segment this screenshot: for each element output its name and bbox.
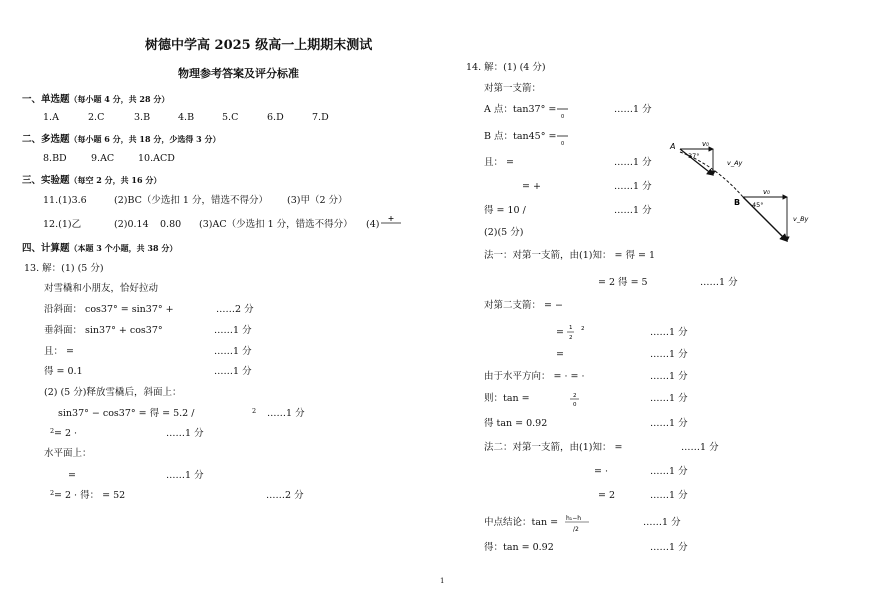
answer: 10.ACD [138, 153, 175, 164]
q14-line: 得：tan = 0.92 [484, 542, 554, 553]
svg-text:0: 0 [573, 402, 577, 408]
score: ……1 分 [214, 366, 252, 377]
q14-line: = + [522, 181, 541, 192]
superscript: 2 [50, 427, 55, 435]
fraction-mark [556, 127, 570, 149]
score: ……1 分 [643, 517, 681, 528]
svg-text:0: 0 [561, 141, 565, 147]
section-heading: 三、实验题（每空 2 分，共 16 分） [22, 175, 162, 186]
q14-line: = · [594, 466, 608, 477]
answer: 4.B [178, 112, 195, 123]
answer: 1.A [43, 112, 59, 123]
q13-line: 得 = 0.1 [44, 366, 83, 377]
answer: (3)AC（少选扣 1 分，错选不得分） [199, 219, 353, 230]
score: ……1 分 [650, 371, 688, 382]
answer: (2)BC（少选扣 1 分，错选不得分） [114, 195, 268, 206]
q14-line: = 2 得 = 5 [598, 277, 648, 288]
vby-label: v_By [793, 215, 809, 223]
q14-line: 得 = 10 / [484, 205, 526, 216]
score: ……1 分 [267, 408, 305, 419]
score: ……1 分 [614, 205, 652, 216]
score: ……1 分 [650, 466, 688, 477]
answer: 12.(1)乙 [43, 219, 82, 230]
score: ……2 分 [216, 304, 254, 315]
answer: 6.D [267, 112, 284, 123]
score: ……1 分 [214, 325, 252, 336]
q14-line: B 点：tan45° = [484, 131, 557, 142]
vay-label: v_Ay [727, 159, 743, 167]
score: ……1 分 [614, 157, 652, 168]
answer: 2.C [88, 112, 105, 123]
score: ……1 分 [650, 393, 688, 404]
svg-text:h₁−h: h₁−h [566, 515, 582, 522]
q13-line: sin37° − cos37° = 得 = 5.2 / [58, 408, 195, 419]
q13-line: 13. 解：(1) (5 分) [24, 263, 104, 274]
q13-line: = 2 · [54, 428, 78, 439]
answer: 9.AC [91, 153, 115, 164]
q14-line: 法二：对第一支箭，由(1)知： = [484, 442, 623, 453]
fraction-mark [565, 322, 589, 344]
score: ……1 分 [650, 490, 688, 501]
score: ……1 分 [681, 442, 719, 453]
score: ……1 分 [650, 327, 688, 338]
q13-line: 且： = [44, 346, 74, 357]
svg-text:2: 2 [573, 393, 577, 399]
q13-line: 对雪橇和小朋友，恰好拉动 [44, 283, 159, 294]
q14-line: 则：tan = [484, 393, 530, 404]
score: ……2 分 [266, 490, 304, 501]
answer: 0.80 [160, 219, 182, 230]
answer: 8.BD [43, 153, 67, 164]
q14-line: 法一：对第一支箭，由(1)知： = 得 = 1 [484, 250, 656, 261]
fraction-mark [569, 389, 583, 411]
q14-line: = [556, 327, 564, 338]
answer: (2)0.14 [114, 219, 149, 230]
q14-line: = 2 [598, 490, 616, 501]
answer: (3)甲（2 分） [287, 195, 348, 206]
page-number: 1 [440, 577, 445, 585]
v0-label-a: v₀ [702, 140, 709, 148]
score: ……1 分 [166, 470, 204, 481]
q13-line: (2) (5 分)释放雪橇后，斜面上： [44, 387, 182, 398]
projectile-figure [665, 135, 815, 250]
answer: 11.(1)3.6 [43, 195, 87, 206]
q14-line: (2)(5 分) [484, 227, 524, 238]
answer: (4) [366, 219, 380, 230]
svg-text:1: 1 [569, 325, 573, 331]
q14-line: 中点结论：tan = [484, 517, 559, 528]
q13-line: 垂斜面： sin37° + cos37° [44, 325, 163, 336]
q14-line: 对第二支箭： = − [484, 300, 563, 311]
fraction-mark [381, 214, 403, 230]
v0-label-b: v₀ [763, 188, 770, 196]
svg-text:2: 2 [569, 335, 573, 341]
q14-line: A 点：tan37° = [484, 104, 557, 115]
q13-line: 水平面上： [44, 448, 92, 459]
angle-b: 45° [752, 201, 764, 209]
fraction-mark [556, 100, 570, 122]
angle-a: 37° [688, 152, 700, 160]
superscript: 2 [252, 407, 257, 415]
q14-line: 对第一支箭： [484, 83, 542, 94]
answer: 3.B [134, 112, 151, 123]
vb-arrow [743, 197, 787, 241]
label-b: B [734, 198, 741, 207]
q14-line: 由于水平方向： = · = · [484, 371, 585, 382]
q13-line: = [68, 470, 76, 481]
score: ……1 分 [650, 349, 688, 360]
q13-line: 沿斜面： cos37° = sin37° + [44, 304, 174, 315]
superscript: 2 [50, 489, 55, 497]
svg-text:0: 0 [561, 114, 565, 120]
section-heading: 一、单选题（每小题 4 分，共 28 分） [22, 94, 170, 105]
svg-text:/2: /2 [573, 526, 579, 533]
q14-line: 且： = [484, 157, 514, 168]
score: ……1 分 [614, 104, 652, 115]
q14-line: 14. 解：(1) (4 分) [466, 62, 546, 73]
page-subtitle: 物理参考答案及评分标准 [178, 67, 299, 80]
score: ……1 分 [700, 277, 738, 288]
svg-text:2: 2 [581, 326, 585, 332]
q14-line: 得 tan = 0.92 [484, 418, 548, 429]
score: ……1 分 [614, 181, 652, 192]
answer: 5.C [222, 112, 239, 123]
page-title: 树德中学高 2025 级高一上期期末测试 [145, 38, 373, 53]
score: ……1 分 [650, 418, 688, 429]
score: ……1 分 [166, 428, 204, 439]
section-heading: 四、计算题（本题 3 个小题，共 38 分） [22, 243, 178, 254]
q14-line: = [556, 349, 564, 360]
fraction-mark [564, 511, 592, 535]
section-heading: 二、多选题（每小题 6 分，共 18 分，少选得 3 分） [22, 134, 221, 145]
q13-line: = 2 · 得： = 52 [54, 490, 126, 501]
label-a: A [670, 142, 676, 151]
score: ……1 分 [214, 346, 252, 357]
score: ……1 分 [650, 542, 688, 553]
answer: 7.D [312, 112, 329, 123]
